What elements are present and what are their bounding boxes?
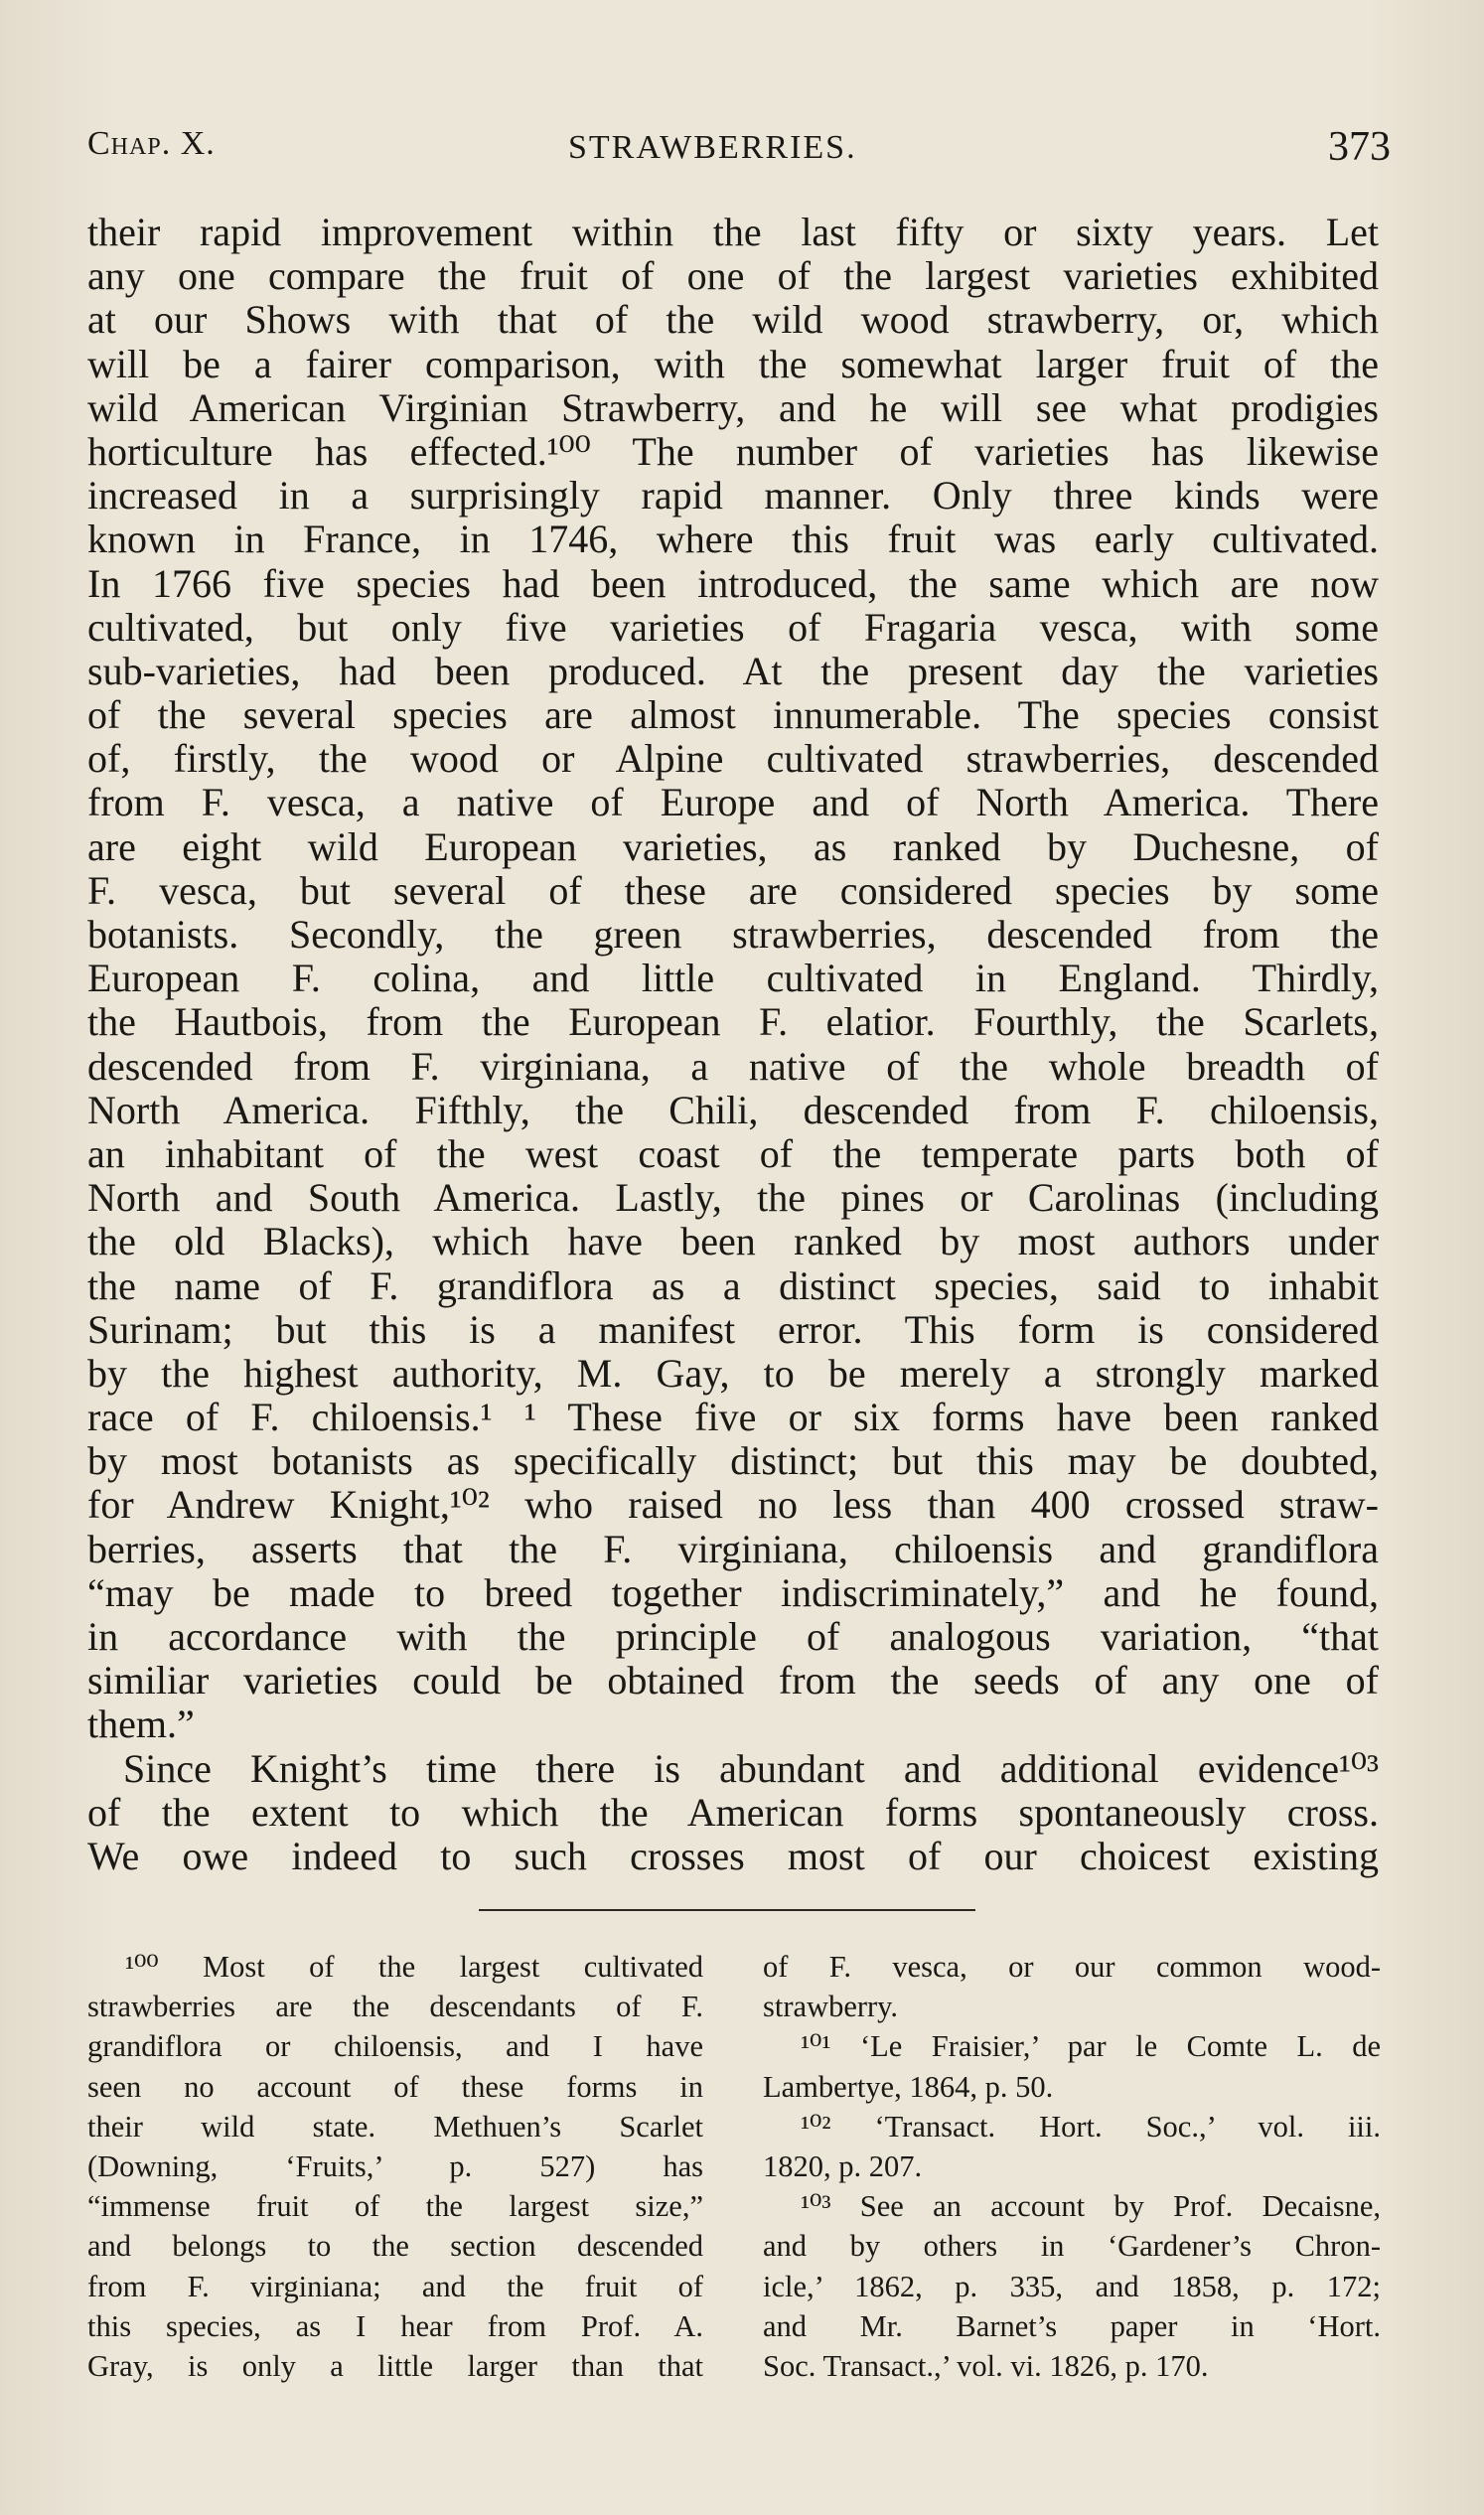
text-line: in accordance with the principle of analogous variation, “that [87,1615,1379,1659]
text-line: increased in a surprisingly rapid manner. Only three kinds were [87,474,1379,518]
text-line: horticulture has effected.¹⁰⁰ The number of varieties has likewise [87,429,1379,474]
text-line: the Hautbois, from the European F. elatior. Fourthly, the Scarlets, [87,1000,1379,1045]
footnote-line: ¹⁰³ See an account by Prof. Decaisne, [801,2189,1381,2224]
text-line: of the several species are almost innumerable. The species consist [87,693,1379,738]
text-line: by the highest authority, M. Gay, to be merely a strongly marked [87,1351,1379,1396]
text-line: any one compare the fruit of one of the largest varieties exhibited [87,254,1379,299]
text-line: Surinam; but this is a manifest error. This form is considered [87,1307,1379,1352]
chapter-label: Chap. X. [87,125,216,162]
text-line: botanists. Secondly, the green strawberries, descended from the [87,913,1379,957]
footnote-line: grandiflora or chiloensis, and I have [87,2029,703,2064]
text-line: European F. colina, and little cultivated in England. Thirdly, [87,957,1379,1001]
running-head [87,117,1391,177]
text-line: will be a fairer comparison, with the somewhat larger fruit of the [87,342,1379,386]
page-title: STRAWBERRIES. [568,129,857,166]
text-line: the name of F. grandiflora as a distinct species, said to inhabit [87,1263,1379,1308]
text-line: similiar varieties could be obtained from the seeds of any one of [87,1659,1379,1703]
text-line: race of F. chiloensis.¹ ¹ These five or six forms have been ranked [87,1396,1379,1440]
footnote-line: this species, as I hear from Prof. A. [87,2308,703,2343]
text-line: descended from F. virginiana, a native of the whole breadth of [87,1044,1379,1089]
footnote-line: ¹⁰⁰ Most of the largest cultivated [125,1950,703,1984]
text-line: “may be made to breed together indiscriminately,” and he found, [87,1570,1379,1615]
text-line: Since Knight’s time there is abundant and additional evidence¹⁰³ [123,1746,1379,1791]
footnote-divider [479,1909,975,1911]
footnote-line: from F. virginiana; and the fruit of [87,2269,703,2303]
body-text [87,211,1379,1878]
footnote-line: “immense fruit of the largest size,” [87,2189,703,2224]
text-line: from F. vesca, a native of Europe and of North America. There [87,781,1379,825]
text-line: wild American Virginian Strawberry, and he will see what prodigies [87,385,1379,430]
footnotes-right-column [763,1947,1381,2386]
footnote-line: Gray, is only a little larger than that [87,2348,703,2383]
footnote-line: icle,’ 1862, p. 335, and 1858, p. 172; [763,2269,1381,2303]
text-line: known in France, in 1746, where this fruit was early cultivated. [87,518,1379,562]
text-line: by most botanists as specifically distinct; but this may be doubted, [87,1439,1379,1484]
footnote-line: strawberry. [763,1990,899,2024]
footnote-line: of F. vesca, or our common wood- [763,1950,1381,1984]
text-line: North America. Fifthly, the Chili, descended from F. chiloensis, [87,1088,1379,1132]
text-line: for Andrew Knight,¹⁰² who raised no less than 400 crossed straw- [87,1483,1379,1528]
text-line: of the extent to which the American forms spontaneously cross. [87,1790,1379,1835]
footnote-line: Soc. Transact.,’ vol. vi. 1826, p. 170. [763,2348,1209,2383]
text-line: F. vesca, but several of these are considered species by some [87,868,1379,913]
text-line: them.” [87,1702,195,1747]
text-line: their rapid improvement within the last fifty or sixty years. Let [87,211,1379,254]
page-number: 373 [1328,124,1391,170]
footnote-line: Lambertye, 1864, p. 50. [763,2069,1054,2104]
footnote-line: 1820, p. 207. [763,2148,923,2183]
text-line: are eight wild European varieties, as ranked by Duchesne, of [87,824,1379,869]
footnote-line: and belongs to the section descended [87,2229,703,2264]
text-line: In 1766 five species had been introduced, the same which are now [87,561,1379,606]
footnote-line: their wild state. Methuen’s Scarlet [87,2109,703,2144]
text-line: an inhabitant of the west coast of the temperate parts both of [87,1131,1379,1176]
footnote-line: ¹⁰² ‘Transact. Hort. Soc.,’ vol. iii. [801,2109,1381,2144]
text-line: We owe indeed to such crosses most of our choicest existing [87,1834,1379,1878]
text-line: of, firstly, the wood or Alpine cultivated strawberries, descended [87,737,1379,782]
footnote-line: strawberries are the descendants of F. [87,1990,703,2024]
text-line: North and South America. Lastly, the pines or Carolinas (including [87,1176,1379,1221]
text-line: at our Shows with that of the wild wood strawberry, or, which [87,298,1379,343]
footnote-line: (Downing, ‘Fruits,’ p. 527) has [87,2148,703,2183]
footnote-line: and by others in ‘Gardener’s Chron- [763,2229,1381,2264]
text-line: berries, asserts that the F. virginiana, chiloensis and grandiflora [87,1527,1379,1571]
text-line: cultivated, but only five varieties of Fragaria vesca, with some [87,605,1379,650]
footnotes-left-column [87,1947,703,2386]
footnote-line: and Mr. Barnet’s paper in ‘Hort. [763,2308,1381,2343]
footnote-line: seen no account of these forms in [87,2069,703,2104]
text-line: the old Blacks), which have been ranked by most authors under [87,1220,1379,1264]
text-line: sub-varieties, had been produced. At the present day the varieties [87,649,1379,693]
footnote-line: ¹⁰¹ ‘Le Fraisier,’ par le Comte L. de [801,2029,1381,2064]
